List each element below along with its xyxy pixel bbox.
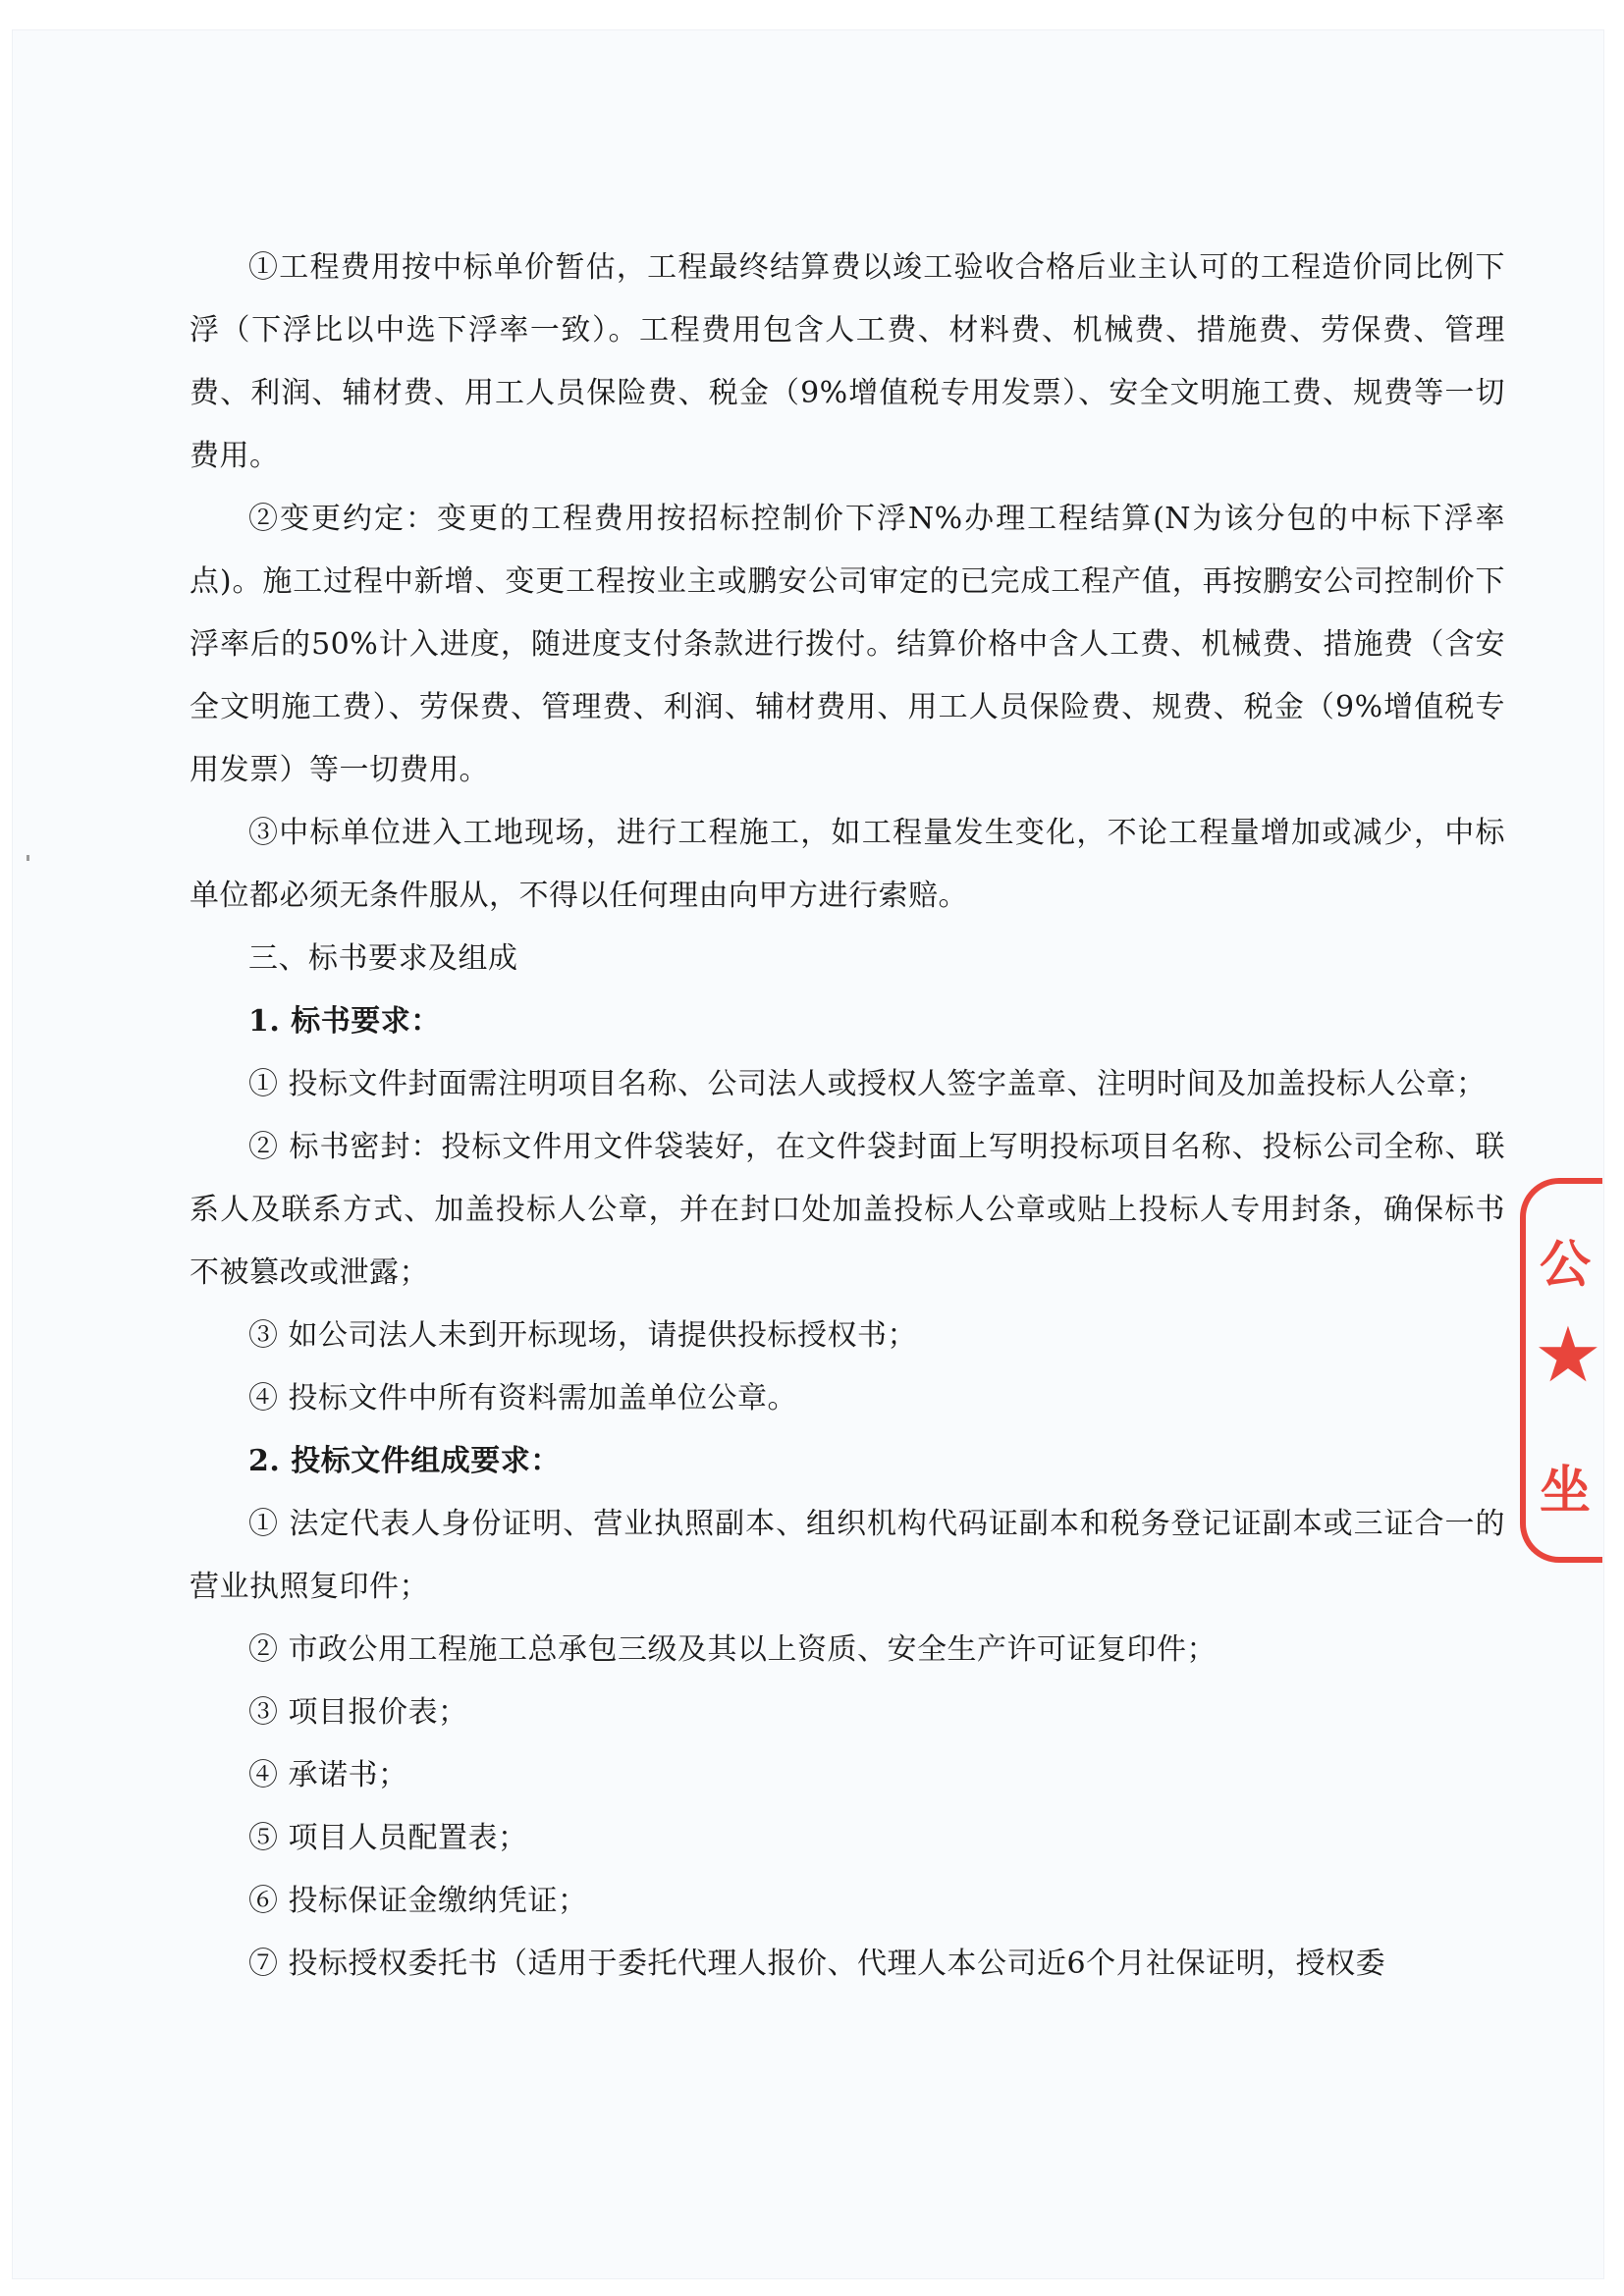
scan-mark xyxy=(27,855,29,861)
list-item: ③ 项目报价表； xyxy=(248,1695,468,1730)
list-item: ⑦ 投标授权委托书（适用于委托代理人报价、代理人本公司近6个月社保证明，授权委 xyxy=(248,1947,1386,1981)
list-item: ② 标书密封：投标文件用文件袋装好，在文件袋封面上写明投标项目名称、投标公司全称、联系人及联系方式、加盖投标人公章，并在封口处加盖投标人公章或贴上投标人专用封条，确保标书不被篡改或泄露； xyxy=(189,1130,1505,1290)
list-item: ④ 投标文件中所有资料需加盖单位公章。 xyxy=(248,1381,798,1415)
company-seal-stamp xyxy=(1520,1178,1602,1563)
list-item: ② 市政公用工程施工总承包三级及其以上资质、安全生产许可证复印件； xyxy=(248,1632,1218,1667)
paragraph-change-agreement: ②变更约定：变更的工程费用按招标控制价下浮N%办理工程结算(N为该分包的中标下浮率点)。施工过程中新增、变更工程按业主或鹏安公司审定的已完成工程产值，再按鹏安公司控制价下浮率后的50%计入进度，随进度支付条款进行拨付。结算价格中含人工费、机械费、措施费（含安全文明施工费）、劳保费、管理费、利润、辅材费用、用工人员保险费、规费、税金（9%增值税专用发票）等一切费用。 xyxy=(189,502,1505,787)
list-item: ④ 承诺书； xyxy=(248,1758,408,1792)
list-item: ⑥ 投标保证金缴纳凭证； xyxy=(248,1884,588,1918)
sub-heading-bid-composition: 2. 投标文件组成要求： xyxy=(248,1444,561,1478)
document-page xyxy=(12,29,1604,2279)
document-body xyxy=(189,237,1505,1996)
paragraph-cost-estimate: ①工程费用按中标单价暂估，工程最终结算费以竣工验收合格后业主认可的工程造价同比例下浮（下浮比以中选下浮率一致）。工程费用包含人工费、材料费、机械费、措施费、劳保费、管理费、利润、辅材费、用工人员保险费、税金（9%增值税专用发票）、安全文明施工费、规费等一切费用。 xyxy=(189,250,1505,473)
list-item: ① 投标文件封面需注明项目名称、公司法人或授权人签字盖章、注明时间及加盖投标人公章； xyxy=(248,1067,1487,1101)
seal-star-icon: ★ xyxy=(1534,1311,1602,1400)
section-heading: 三、标书要求及组成 xyxy=(248,941,518,976)
list-item: ③ 如公司法人未到开标现场，请提供投标授权书； xyxy=(248,1318,918,1353)
sub-heading-bid-requirements: 1. 标书要求： xyxy=(248,1004,441,1039)
list-item: ⑤ 项目人员配置表； xyxy=(248,1821,528,1855)
seal-char-top: 公 xyxy=(1540,1236,1592,1295)
seal-char-bottom: 坐 xyxy=(1540,1462,1592,1521)
paragraph-quantity-change: ③中标单位进入工地现场，进行工程施工，如工程量发生变化，不论工程量增加或减少，中标单位都必须无条件服从，不得以任何理由向甲方进行索赔。 xyxy=(189,816,1505,913)
list-item: ① 法定代表人身份证明、营业执照副本、组织机构代码证副本和税务登记证副本或三证合一的营业执照复印件； xyxy=(189,1507,1505,1604)
